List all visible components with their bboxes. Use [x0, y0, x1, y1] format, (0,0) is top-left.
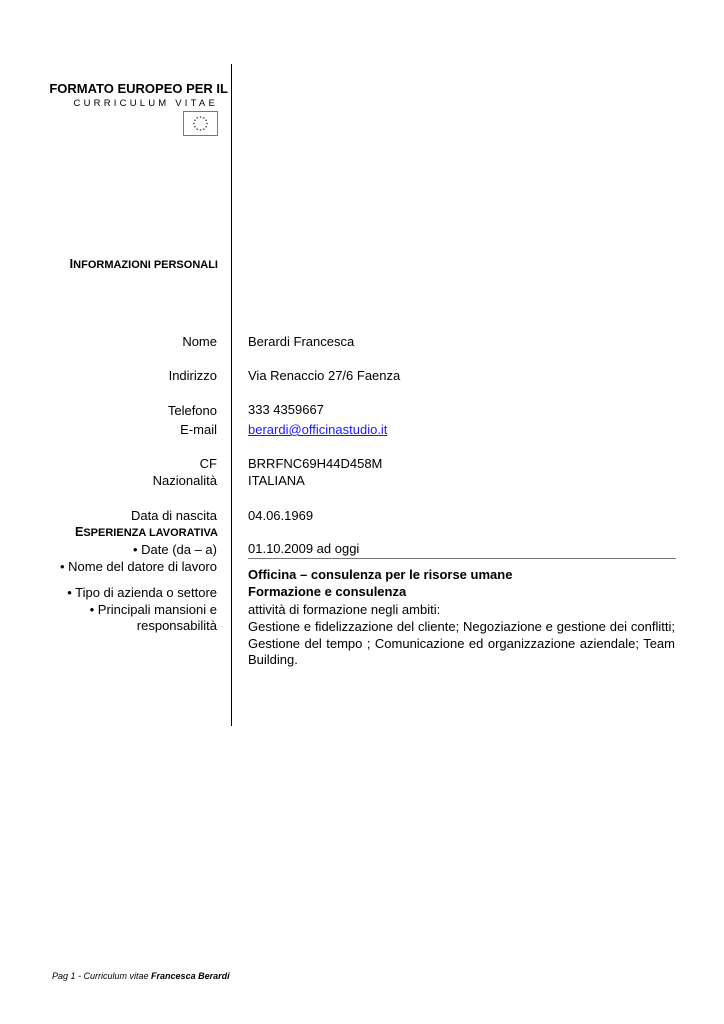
email-link[interactable]: berardi@officinastudio.it: [248, 422, 388, 437]
section-personal-info: INFORMAZIONI PERSONALI: [69, 257, 218, 271]
indirizzo-value: Via Renaccio 27/6 Faenza: [248, 368, 401, 383]
page-footer: Pag 1 - Curriculum vitae Francesca Berardi: [52, 971, 230, 981]
nascita-value: 04.06.1969: [248, 508, 314, 523]
email-label: E-mail: [180, 422, 217, 437]
nazionalita-value: ITALIANA: [248, 473, 305, 488]
cf-label: CF: [199, 456, 217, 471]
mansioni-intro: attività di formazione negli ambiti:: [248, 602, 441, 617]
datore-value: Officina – consulenza per le risorse umane: [248, 567, 513, 582]
datore-label: • Nome del datore di lavoro: [59, 559, 217, 574]
date-value: 01.10.2009 ad oggi: [248, 541, 360, 556]
mansioni-text: Gestione e fidelizzazione del cliente; Negoziazione e gestione dei conflitti; Gestione del tempo ; Comunicazione ed organizzazione aziendale; Team Building.: [248, 619, 675, 667]
nome-label: Nome: [182, 334, 217, 349]
experience-divider: [248, 558, 676, 559]
nascita-label: Data di nascita: [131, 508, 217, 523]
eu-flag-icon: [183, 111, 218, 136]
nazionalita-label: Nazionalità: [152, 473, 217, 488]
mansioni-label: • Principali mansioni e: [89, 602, 217, 617]
date-label: • Date (da – a): [132, 542, 217, 557]
mansioni-label-cont: responsabilità: [136, 618, 217, 633]
nome-value: Berardi Francesca: [248, 334, 355, 349]
telefono-value: 333 4359667: [248, 402, 324, 417]
tipo-value: Formazione e consulenza: [248, 584, 407, 599]
tipo-label: • Tipo di azienda o settore: [67, 585, 217, 600]
section-work-experience: ESPERIENZA LAVORATIVA: [75, 525, 218, 539]
column-divider: [231, 64, 232, 726]
cv-subtitle: CURRICULUM VITAE: [73, 98, 218, 109]
cv-title: FORMATO EUROPEO PER IL: [49, 81, 228, 96]
cf-value: BRRFNC69H44D458M: [248, 456, 383, 471]
telefono-label: Telefono: [167, 403, 217, 418]
indirizzo-label: Indirizzo: [168, 368, 217, 383]
